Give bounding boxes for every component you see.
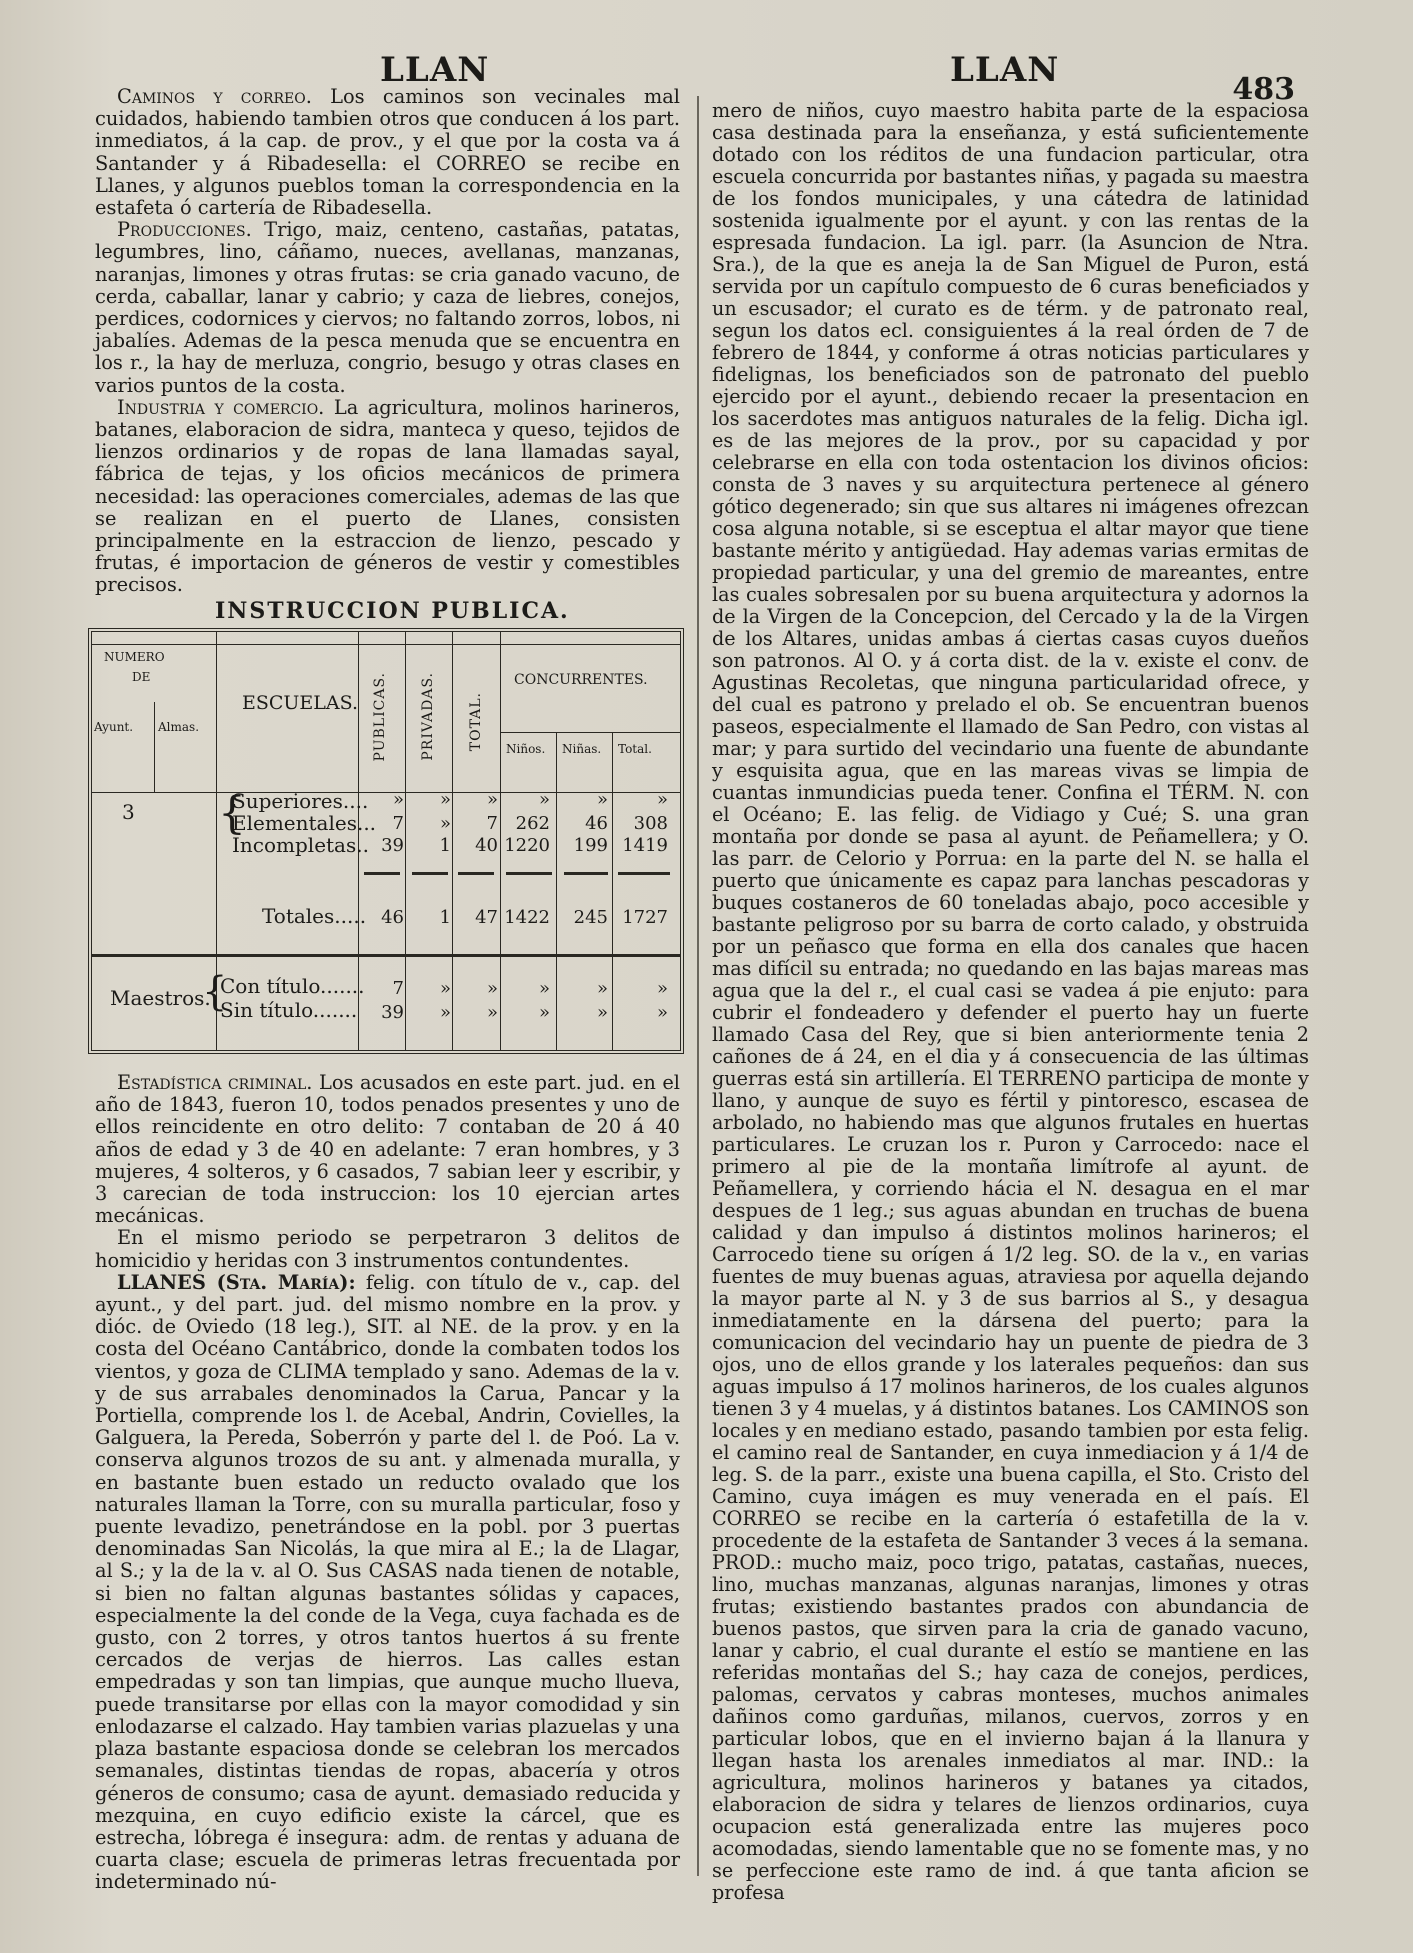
cell-total: 7 [486,813,498,834]
cell-ninos: 1422 [504,907,550,928]
cell-total: 40 [475,835,498,856]
row-label: Totales..... [262,904,367,928]
header-concurrentes: CONCURRENTES. [514,672,648,688]
label-industria: Industria y comercio. [117,395,325,419]
table-vline [500,632,501,1050]
left-column-top [95,86,680,597]
header-numero: NUMERO [104,650,165,664]
label-estadistica: Estadística criminal. [117,1071,313,1094]
cell-privadas: » [439,1002,451,1023]
total-rule [412,872,448,875]
text-producciones: Trigo, maiz, centeno, castañas, patatas, legumbres, lino, cáñamo, nueces, avellanas, manzanas, naranjas, limones y otras frutas: se cria ganado vacuno, de cerda, caballar, lanar y cabrio; y caza de liebres, conejos, perdices, codornices y ciervos; no faltando zorros, lobos, ni jabalíes. Ademas de la pesca menuda que se encuentra en los r., la hay de merluza, congrio, besugo y otras clases en varios puntos de la costa. [95,218,681,397]
paragraph-estadistica [95,1072,680,1227]
maestros-label: Maestros. [110,986,211,1010]
cell-publicas: 39 [381,1002,404,1023]
row-label: Incompletas.. [232,833,369,857]
cell-ninas: » [596,978,608,999]
total-rule [506,872,552,875]
cell-total: » [486,789,498,810]
label-caminos: Caminos y correo. [117,85,312,108]
ayunt-value: 3 [122,800,135,824]
cell-privadas: » [439,789,451,810]
total-rule [364,872,400,875]
header-de: DE [132,670,151,684]
label-producciones: Producciones. [117,218,252,242]
header-ayunt: Ayunt. [94,720,134,734]
table-vline [556,732,557,1050]
table-vline [612,732,613,1050]
paragraph-llanes [95,1272,680,1894]
cell-publicas: 39 [381,835,404,856]
cell-ninos: » [538,1002,550,1023]
header-total2: Total. [618,742,652,756]
total-rule [618,872,670,875]
page-number: 483 [1232,72,1295,107]
table-hline [92,954,680,957]
header-total: TOTAL. [468,692,484,752]
table-hline [92,644,680,645]
cell-total: 47 [475,907,498,928]
row-label: Sin título....... [220,998,358,1022]
cell-ninas: 46 [585,813,608,834]
text-industria: La agricultura, molinos harineros, batanes, elaboracion de sidra, manteca y queso, tejidos de lienzos ordinarios y de ropas de lana llamadas sayal, fábrica de tejas, y los oficios mecánicos de primera necesidad: las operaciones comerciales, ademas de las que se realizan en el puerto de Llanes, consisten principalmente en la estraccion de lienzo, pescado y frutas, é importacion de géneros de vestir y comestibles precisos. [95,395,680,597]
cell-privadas: » [439,978,451,999]
column-divider [697,96,699,1876]
cell-publicas: 7 [392,978,404,999]
header-publicas: PUBLICAS. [372,672,388,762]
right-column [712,100,1309,1904]
cell-publicas: » [392,789,404,810]
row-label: Con título....... [220,974,365,998]
cell-ninas: » [596,1002,608,1023]
label-llanes: LLANES (Sta. María): [117,1270,356,1294]
cell-total2: 308 [633,813,668,834]
total-rule [458,872,494,875]
total-rule [564,872,608,875]
cell-ninos: 1220 [504,835,550,856]
maestros-brace: { [202,969,228,1015]
cell-total2: » [656,1002,668,1023]
right-running-head: LLAN [950,50,1060,90]
table-vline [154,702,155,792]
cell-ninas: 245 [573,907,608,928]
cell-publicas: 7 [392,813,404,834]
cell-ninos: » [538,789,550,810]
text-llanes: felig. con título de v., cap. del ayunt., y del part. jud. del mismo nombre en la prov. y dióc. de Oviedo (18 leg.), SIT. al NE. de la prov. y en la costa del Océano Cantábrico, donde la combaten todos los vientos, y goza de CLIMA templado y sano. Ademas de la v. y de sus arrabales denominados la Carua, Pancar y la Portiella, comprende los l. de Acebal, Andrin, Covielles, la Galguera, la Pereda, Soberrón y parte del l. de Poó. La v. conserva algunos trozos de su ant. y almenada muralla, y en bastante buen estado un reducto ovalado que los naturales llaman la Torre, con su muralla particular, foso y puente levadizo, penetrándose en la pobl. por 3 puertas denominadas San Nicolás, la que mira al E.; la de Llagar, al S.; y la de la v. al O. Sus CASAS nada tienen de notable, si bien no faltan algunas bastantes sólidas y capaces, especialmente la del conde de la Vega, cuya fachada es de gusto, con 2 torres, y otros tantos huertos á su frente cercados de verjas de hierros. Las calles estan empedradas y son tan limpias, que aunque mucho llueva, puede transitarse por ellas con la mayor comodidad y sin enlodazarse el calzado. Hay tambien varias plazuelas y una plaza bastante espaciosa donde se celebran los mercados semanales, distintas tiendas de ropas, abacería y otros géneros de consumo; casa de ayunt. demasiado reducida y mezquina, en cuyo edificio existe la cárcel, que es estrecha, lóbrega é insegura: adm. de rentas y aduana de cuarta clase; escuela de primeras letras frecuentada por indeterminado nú- [95,1270,680,1894]
header-escuelas: ESCUELAS. [242,692,359,714]
paragraph-producciones [95,219,680,397]
header-almas: Almas. [158,720,200,734]
cell-ninas: » [596,789,608,810]
cell-publicas: 46 [381,907,404,928]
table-title: INSTRUCCION PUBLICA. [215,598,570,624]
cell-total2: 1727 [622,907,668,928]
left-column-bottom [95,1072,680,1894]
text-homicidio: En el mismo periodo se perpetraron 3 delitos de homicidio y heridas con 3 instrumentos contundentes. [95,1226,680,1272]
cell-total2: » [656,789,668,810]
cell-total2: 1419 [622,835,668,856]
cell-ninos: 262 [515,813,550,834]
text-estadistica: Los acusados en este part. jud. en el año de 1843, fueron 10, todos penados presentes y uno de ellos reincidente en otro delito: 7 contaban de 20 á 40 años de edad y 3 de 40 en adelante: 7 eran hombres, y 3 mujeres, 4 solteros, y 6 casados, 7 sabian leer y escribir, y 3 carecian de toda instruccion: los 10 ejercian artes mecánicas. [95,1071,680,1228]
cell-ninos: » [538,978,550,999]
header-privadas: PRIVADAS. [420,672,436,761]
cell-total: » [486,1002,498,1023]
row-brace: { [218,788,246,839]
paragraph-homicidio [95,1227,680,1271]
paragraph-caminos [95,86,680,219]
cell-total: » [486,978,498,999]
instruccion-publica-table [88,628,684,1054]
row-label: Elementales... [232,811,377,835]
paragraph-industria [95,397,680,597]
cell-privadas: 1 [439,907,451,928]
text-caminos: Los caminos son vecinales mal cuidados, habiendo tambien otros que conducen á los part. inmediatos, á la cap. de prov., y el que por la costa va á Santander y á Ribadesella: el CORREO se recibe en Llanes, y algunos pueblos toman la correspondencia en la estafeta ó cartería de Ribadesella. [95,85,680,220]
text-right: mero de niños, cuyo maestro habita parte de la espaciosa casa destinada para la enseñanza, y está suficientemente dotado con los réditos de una fundacion particular, otra escuela concurrida por bastantes niñas, y pagada su maestra de los fondos municipales, y una cátedra de latinidad sostenida igualmente por el ayunt. y con las rentas de la espresada fundacion. La igl. parr. (la Asuncion de Ntra. Sra.), de la que es aneja la de San Miguel de Puron, está servida por un capítulo compuesto de 6 curas beneficiados y un escusador; el curato es de térm. y de patronato real, segun los datos ecl. consiguientes á la real órden de 7 de febrero de 1844, y conforme á otras noticias particulares y fidelignas, los beneficiados son de patronato del pueblo ejercido por el ayunt., debiendo recaer la presentacion en los sacerdotes mas antiguos naturales de la felig. Dicha igl. es de las mejores de la prov., por su capacidad y por celebrarse en ella con toda ostentacion los divinos oficios: consta de 3 naves y su arquitectura pertenece al género gótico degenerado; sin que sus altares ni imágenes ofrezcan cosa alguna notable, si se esceptua el altar mayor que tiene bastante mérito y antigüedad. Hay ademas varias ermitas de propiedad particular, y una del gremio de mareantes, entre las cuales sobresalen por su buena arquitectura y adornos la de la Virgen de la Concepcion, del Cercado y la de la Virgen de los Altares, unidas ambas á ciertas casas cuyos dueños son patronos. Al O. y á corta dist. de la v. existe el conv. de Agustinas Recoletas, que ninguna particularidad ofrece, y del cual es patrono y prelado el ob. Se encuentran buenos paseos, especialmente el llamado de San Pedro, con vistas al mar; y para surtido del vecindario una fuente de abundante y esquisita agua, que en las mareas vivas se limpia de cuantas inmundicias pueda tener. Confina el TÉRM. N. con el Océano; E. las felig. de Vidiago y Cué; S. una gran montaña por donde se pasa al ayunt. de Peñamellera; y O. las parr. de Celorio y Porrua: en la parte del N. se halla el puerto que únicamente es capaz para lanchas pescadoras y buques costaneros de 60 toneladas abajo, poco accesible y bastante peligroso por su barra de corto calado, y obstruida por un peñasco que forma en ella dos canales que hacen mas difícil su entrada; no quedando en las bajas mareas mas agua que la del r., el cual casi se vadea á pie enjuto: para cubrir el fondeadero y defender el puerto hay un fuerte llamado Casa del Rey, que si bien anteriormente tenia 2 cañones de á 24, en el dia y á consecuencia de las últimas guerras está sin artillería. El TERRENO participa de monte y llano, y aunque de suyo es fértil y pintoresco, escasea de arbolado, no habiendo mas que algunos frutales en huertas particulares. Le cruzan los r. Puron y Carrocedo: nace el primero al pie de la montaña limítrofe al ayunt. de Peñamellera, y corriendo hácia el N. desagua en el mar despues de 1 leg.; sus aguas abundan en truchas de buena calidad y dan impulso á distintos molinos harineros; el Carrocedo tiene su orígen á 1/2 leg. SO. de la v., en varias fuentes de muy buenas aguas, atraviesa por aquella dejando la mayor parte al N. y 3 de sus barrios al S., y desagua inmediatamente en la dársena del puerto; para la comunicacion del vecindario hay un puente de piedra de 3 ojos, uno de ellos grande y los laterales pequeños: dan sus aguas impulso á 17 molinos harineros, de los cuales algunos tienen 3 y 4 muelas, y á distintos batanes. Los CAMINOS son locales y en mediano estado, pasando tambien por esta felig. el camino real de Santander, en cuya inmediacion y á 1/4 de leg. S. de la parr., existe una buena capilla, el Sto. Cristo del Camino, cuya imágen es muy venerada en el país. El CORREO se recibe en la cartería ó estafetilla de la v. procedente de la estafeta de Santander 3 veces á la semana. PROD.: mucho maiz, poco trigo, patatas, castañas, nueces, lino, muchas manzanas, algunas naranjas, limones y otras frutas; existiendo bastantes prados con abundancia de buenos pastos, que sirven para la cria de ganado vacuno, lanar y cabrio, el cual durante el estío se mantiene en las referidas montañas del S.; hay caza de conejos, perdices, palomas, cervatos y cabras monteses, muchos animales dañinos como garduñas, milanos, cuervos, zorros y en particular lobos, que en el invierno bajan á la llanura y llegan hasta los arenales inmediatos al mar. IND.: la agricultura, molinos harineros y batanes ya citados, elaboracion de sidra y telares de lienzos ordinarios, cuya ocupacion está generalizada entre las mujeres poco acomodadas, siendo lamentable que no se fomente mas, y no se perfeccione este ramo de ind. á que tanta aficion se profesa [712,99,1309,1904]
header-ninos: Niños. [506,742,546,756]
paragraph-right [712,100,1309,1904]
header-ninas: Niñas. [562,742,602,756]
cell-privadas: » [439,813,451,834]
cell-total2: » [656,978,668,999]
cell-privadas: 1 [439,835,451,856]
left-running-head: LLAN [380,50,490,90]
table-hline [500,732,680,733]
cell-ninas: 199 [573,835,608,856]
row-label: Superiores.... [232,789,369,813]
